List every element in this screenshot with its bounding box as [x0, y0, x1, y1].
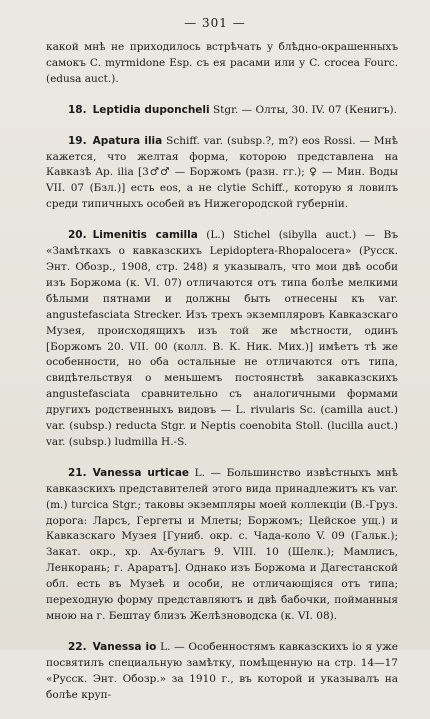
species-name: Limenitis camilla [92, 229, 198, 242]
species-name: Vanessa io [92, 640, 157, 653]
entry-text: (L.) Stichel (sibylla auct.) — Въ «Замѣткахъ о кавказскихъ Lepidoptera-Rhopalocera» (Русск. Энт. Обозр., 1908, стр. 248) я указывалъ, что мои двѣ особи изъ Боржома (к. VI. 07) отличаются отъ типа болѣе мелкими бѣлыми пятнами и должны быть отнесены къ var. angustefasciata Strecker. Изъ трехъ экземпляровъ Кавказскаго Музея, происходящихъ изъ той же мѣстности, одинъ [Боржомъ 20. VII. 00 (колл. В. К. Ник. Мих.)] имѣетъ тѣ же особенности, но оба остальные не отличаются отъ типа, свидѣтельствуя о меньшемъ постоянствѣ закавказскихъ angustefasciata сравнительно съ аналогичными формами другихъ родственныхъ видовъ — L. rivularis Sc. (camilla auct.) var. (subsp.) reducta Stgr. и Neptis coenobita Stoll. (lucilla auct.) var. (subsp.) ludmilla H.-S. [46, 229, 399, 448]
entry-number: 18. [68, 103, 87, 116]
entry-text: L. — Особенностямъ кавказскихъ io я уже посвятилъ специальную замѣтку, помѣщенную на стр. 14—17 «Русск. Энт. Обозр.» за 1910 г., въ которой и указывалъ на болѣе круп- [46, 640, 398, 701]
continuation-paragraph [46, 40, 398, 88]
entry-text: Schiff. var. (subsp.?, m?) eos Rossi. — Мнѣ кажется, что желтая форма, которою представлена на Кавказѣ Ap. ilia [3♂♂ — Боржомъ (разн. гг.); ♀ — Мин. Воды VII. 07 (Бзл.)] есть eos, а не clytie Schiff., которую я ловилъ среди типичныхъ особей въ Нижегородской губерніи. [46, 134, 398, 211]
entry-number: 21. [68, 466, 87, 479]
entry-18 [46, 103, 398, 119]
entry-19 [46, 134, 398, 214]
page-number: — 301 — [184, 16, 246, 30]
species-name: Apatura ilia [92, 134, 163, 147]
species-name: Vanessa urticae [92, 466, 190, 479]
entry-number: 22. [68, 640, 87, 653]
paragraph-text: какой мнѣ не приходилось встрѣчать у блѣдно-окрашенныхъ самокъ C. myrmidone Esp. съ ея расами или у C. crocea Fourc. (edusa auct.). [46, 41, 398, 85]
entry-20 [46, 228, 398, 451]
entry-text: L. — Большинство извѣстныхъ мнѣ кавказскихъ представителей этого вида принадлежитъ къ var. (m.) turcica Stgr.; таковы экземпляры моей коллекціи (В.-Груз. дорога: Ларсъ, Гергеты и Млеты; Боржомъ; Цейское ущ.) и Кавказскаго Музея [Гуниб. окр. с. Чада-коло V. 09 (Гальк.); Закат. окр., хр. Ах-булагъ 9. VIII. 10 (Шелк.); Мамлисъ, Ленкорань; г. Араратъ]. Однако изъ Боржома и Дагестанской обл. есть въ Музеѣ и особи, не отличающіяся отъ типа; переходную форму представляютъ и двѣ бабочки, пойманныя мною на г. Бештау близъ Желѣзноводска (к. VI. 08). [46, 466, 398, 622]
entry-text: Stgr. — Олты, 30. IV. 07 (Кенигъ). [212, 103, 397, 116]
entry-number: 20. [68, 229, 87, 242]
entry-21 [46, 466, 398, 625]
entry-22 [46, 640, 398, 704]
entry-number: 19. [68, 134, 87, 147]
species-name: Leptidia duponcheli [92, 103, 210, 116]
page-text [46, 40, 398, 719]
